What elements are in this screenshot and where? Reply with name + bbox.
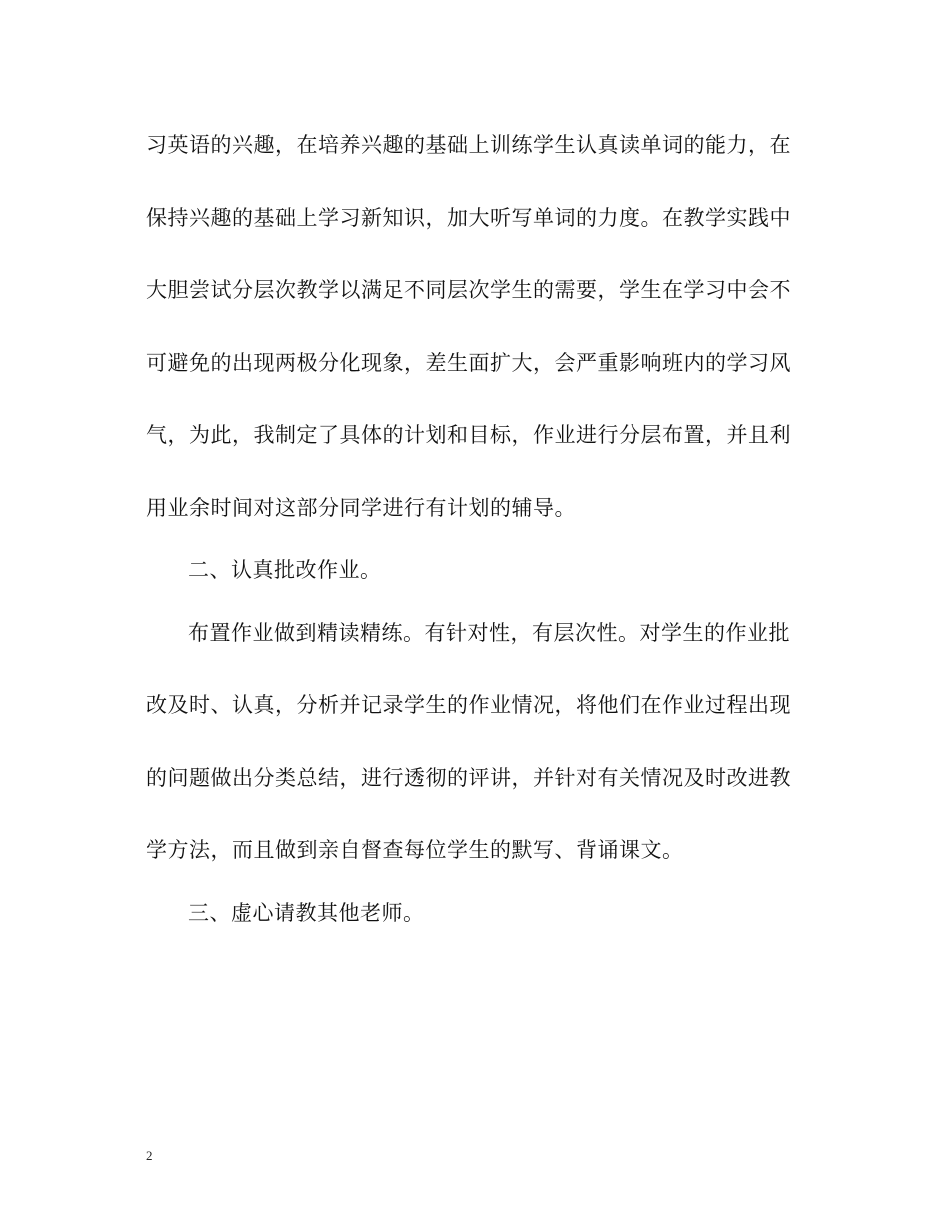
page-number: 2: [146, 1148, 153, 1163]
body-text-line: 习英语的兴趣，在培养兴趣的基础上训练学生认真读单词的能力，在: [146, 133, 791, 157]
body-text-line: 用业余时间对这部分同学进行有计划的辅导。: [146, 496, 576, 520]
body-text-line: 的问题做出分类总结，进行透彻的评讲，并针对有关情况及时改进教: [146, 766, 791, 790]
body-text-line: 保持兴趣的基础上学习新知识，加大听写单词的力度。在教学实践中: [146, 206, 791, 230]
paragraph-first-line: 布置作业做到精读精练。有针对性，有层次性。对学生的作业批: [188, 621, 790, 645]
section-heading: 三、虚心请教其他老师。: [188, 901, 425, 925]
body-text-line: 气，为此，我制定了具体的计划和目标，作业进行分层布置，并且利: [146, 423, 791, 447]
body-text-line: 可避免的出现两极分化现象，差生面扩大，会严重影响班内的学习风: [146, 351, 791, 375]
section-heading: 二、认真批改作业。: [188, 558, 382, 582]
body-text-line: 大胆尝试分层次教学以满足不同层次学生的需要，学生在学习中会不: [146, 278, 791, 302]
body-text-line: 学方法，而且做到亲自督查每位学生的默写、背诵课文。: [146, 838, 684, 862]
body-text-line: 改及时、认真，分析并记录学生的作业情况，将他们在作业过程出现: [146, 693, 791, 717]
